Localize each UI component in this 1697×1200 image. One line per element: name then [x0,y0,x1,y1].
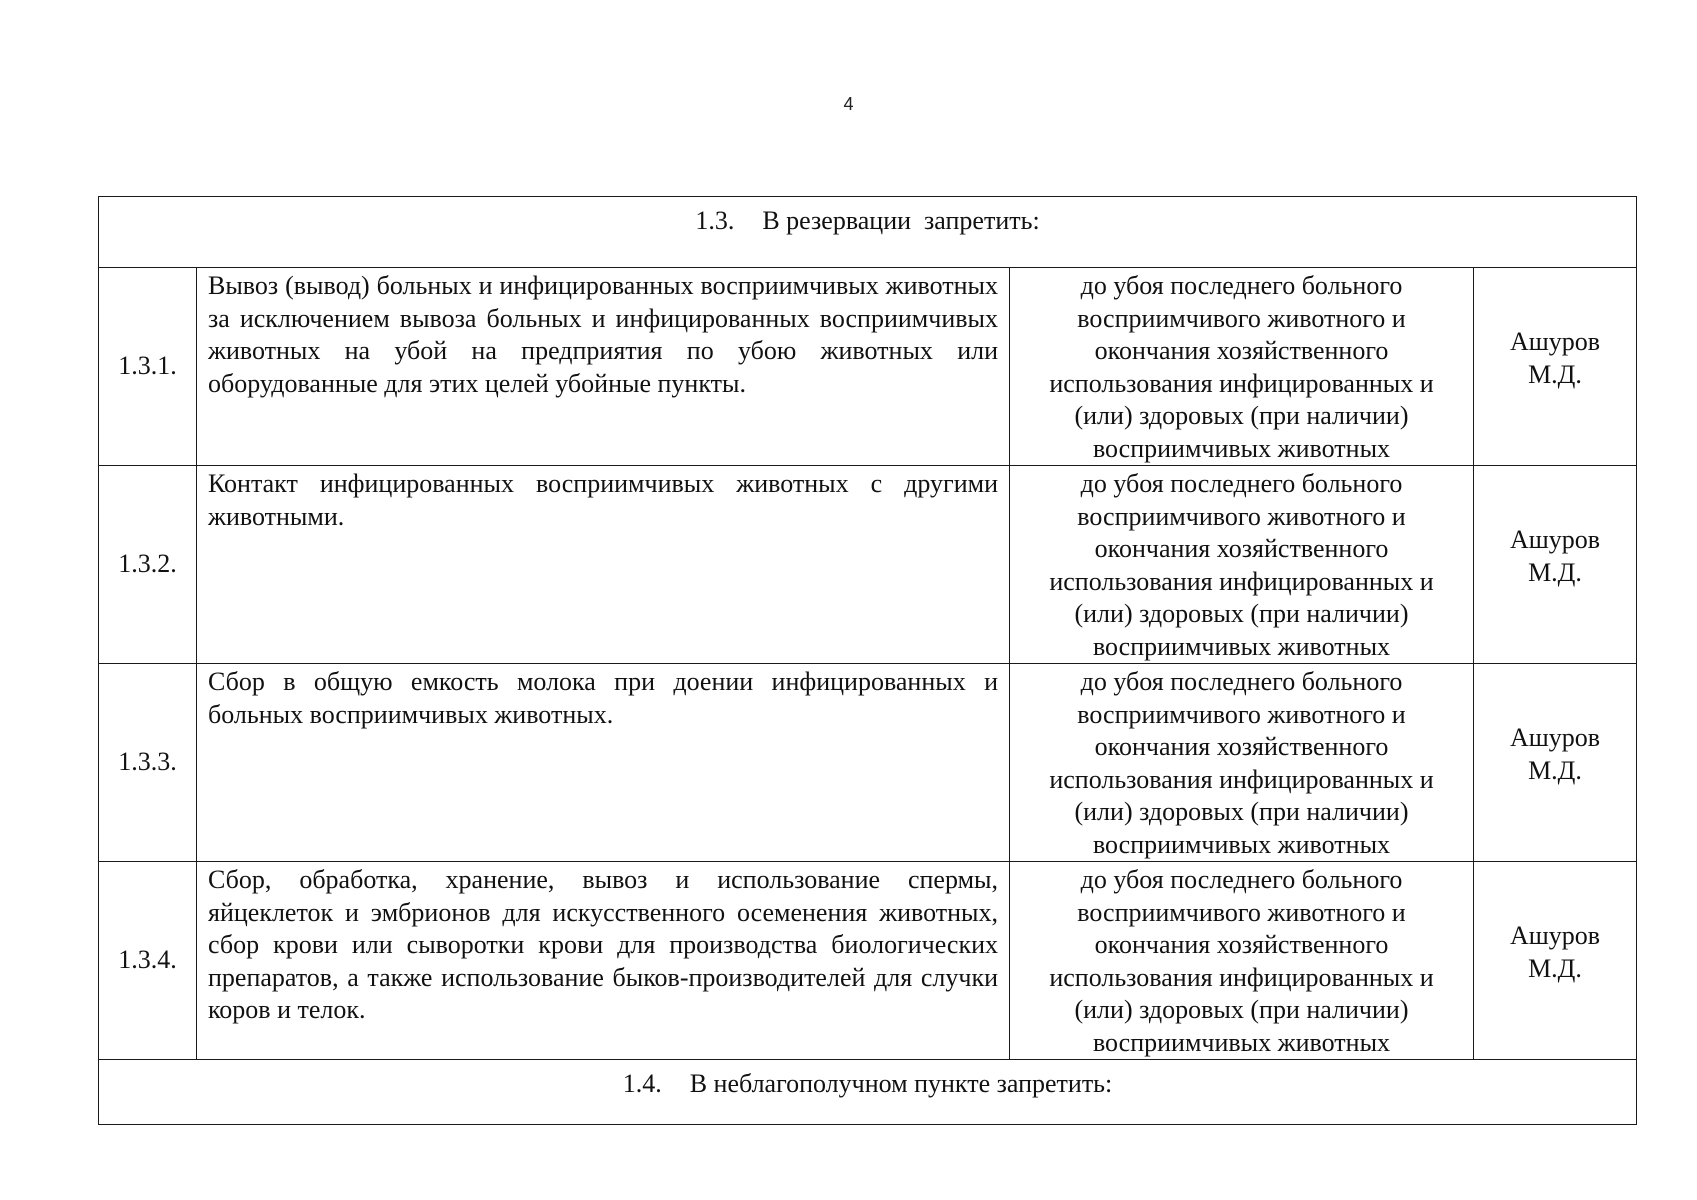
term-line: использования инфицированных и [1049,764,1434,794]
item-term-cell [1010,466,1474,664]
item-responsible-cell [1474,664,1637,862]
item-term [1010,862,1473,1059]
item-term [1010,466,1473,663]
page-number: 4 [843,94,854,114]
item-number: 1.3.3. [99,664,197,862]
term-line: восприимчивого животного и [1077,501,1406,531]
responsible-surname: Ашуров [1509,921,1601,950]
term-line: восприимчивых животных [1092,829,1391,859]
item-number: 1.3.1. [99,268,197,466]
term-line: окончания хозяйственного [1094,534,1389,563]
item-responsible-cell [1474,466,1637,664]
item-term-cell [1010,664,1474,862]
term-line: (или) здоровых (при наличии) [1074,599,1409,628]
item-number: 1.3.2. [99,466,197,664]
item-responsible [1474,524,1636,589]
term-line: до убоя последнего больного [1080,865,1403,894]
table-row [99,664,1637,862]
term-line: восприимчивых животных [1092,1027,1391,1057]
responsible-surname: Ашуров [1509,525,1601,554]
item-responsible [1474,722,1636,787]
term-line: (или) здоровых (при наличии) [1074,401,1409,430]
section-title: В резервации запретить: [762,206,1040,235]
section-number: 1.3. [695,206,735,235]
item-responsible [1474,920,1636,985]
item-number: 1.3.4. [99,862,197,1060]
item-description-cell [197,466,1010,664]
item-description: Сбор в общую емкость молока при доении инфицированных и больных восприимчивых животных. [208,667,998,729]
term-line: окончания хозяйственного [1094,336,1389,365]
section-heading-cell [99,1060,1637,1125]
table-row [99,466,1637,664]
item-description-cell [197,268,1010,466]
measures-table [98,196,1637,1125]
term-line: использования инфицированных и [1049,566,1434,596]
responsible-initials: М.Д. [1528,953,1582,983]
term-line: окончания хозяйственного [1094,732,1389,761]
term-line: использования инфицированных и [1049,962,1434,992]
item-term [1010,664,1473,861]
item-description-cell [197,664,1010,862]
item-term-cell [1010,268,1474,466]
responsible-surname: Ашуров [1509,327,1601,356]
item-responsible [1474,326,1636,391]
item-description: Контакт инфицированных восприимчивых животных с другими животными. [208,469,998,531]
term-line: восприимчивого животного и [1077,303,1406,333]
term-line: окончания хозяйственного [1094,930,1389,959]
term-line: (или) здоровых (при наличии) [1074,995,1409,1024]
section-heading-cell [99,197,1637,268]
item-description: Сбор, обработка, хранение, вывоз и использование спермы, яйцеклеток и эмбрионов для искусственного осеменения животных, сбор крови или сыворотки крови для производства биологических препаратов, а также использование быков-производителей для случки коров и телок. [208,865,998,1024]
section-heading-row [99,1060,1637,1125]
item-responsible-cell [1474,268,1637,466]
item-responsible-cell [1474,862,1637,1060]
responsible-initials: М.Д. [1528,755,1582,785]
responsible-surname: Ашуров [1509,723,1601,752]
item-term [1010,268,1473,465]
responsible-initials: М.Д. [1528,557,1582,587]
term-line: использования инфицированных и [1049,368,1434,398]
item-description: Вывоз (вывод) больных и инфицированных восприимчивых животных за исключением вывоза больных и инфицированных восприимчивых животных на убой на предприятия по убою животных или оборудованные для этих целей убойные пункты. [208,271,998,398]
section-number: 1.4. [622,1069,662,1098]
table-row [99,862,1637,1060]
term-line: до убоя последнего больного [1080,271,1403,300]
section-heading-row [99,197,1637,268]
term-line: восприимчивых животных [1092,631,1391,661]
table-row [99,268,1637,466]
term-line: восприимчивого животного и [1077,699,1406,729]
term-line: восприимчивых животных [1092,433,1391,463]
term-line: (или) здоровых (при наличии) [1074,797,1409,826]
item-term-cell [1010,862,1474,1060]
term-line: до убоя последнего больного [1080,469,1403,498]
item-description-cell [197,862,1010,1060]
section-title: В неблагополучном пункте запретить: [689,1069,1113,1098]
term-line: до убоя последнего больного [1080,667,1403,696]
term-line: восприимчивого животного и [1077,897,1406,927]
responsible-initials: М.Д. [1528,359,1582,389]
